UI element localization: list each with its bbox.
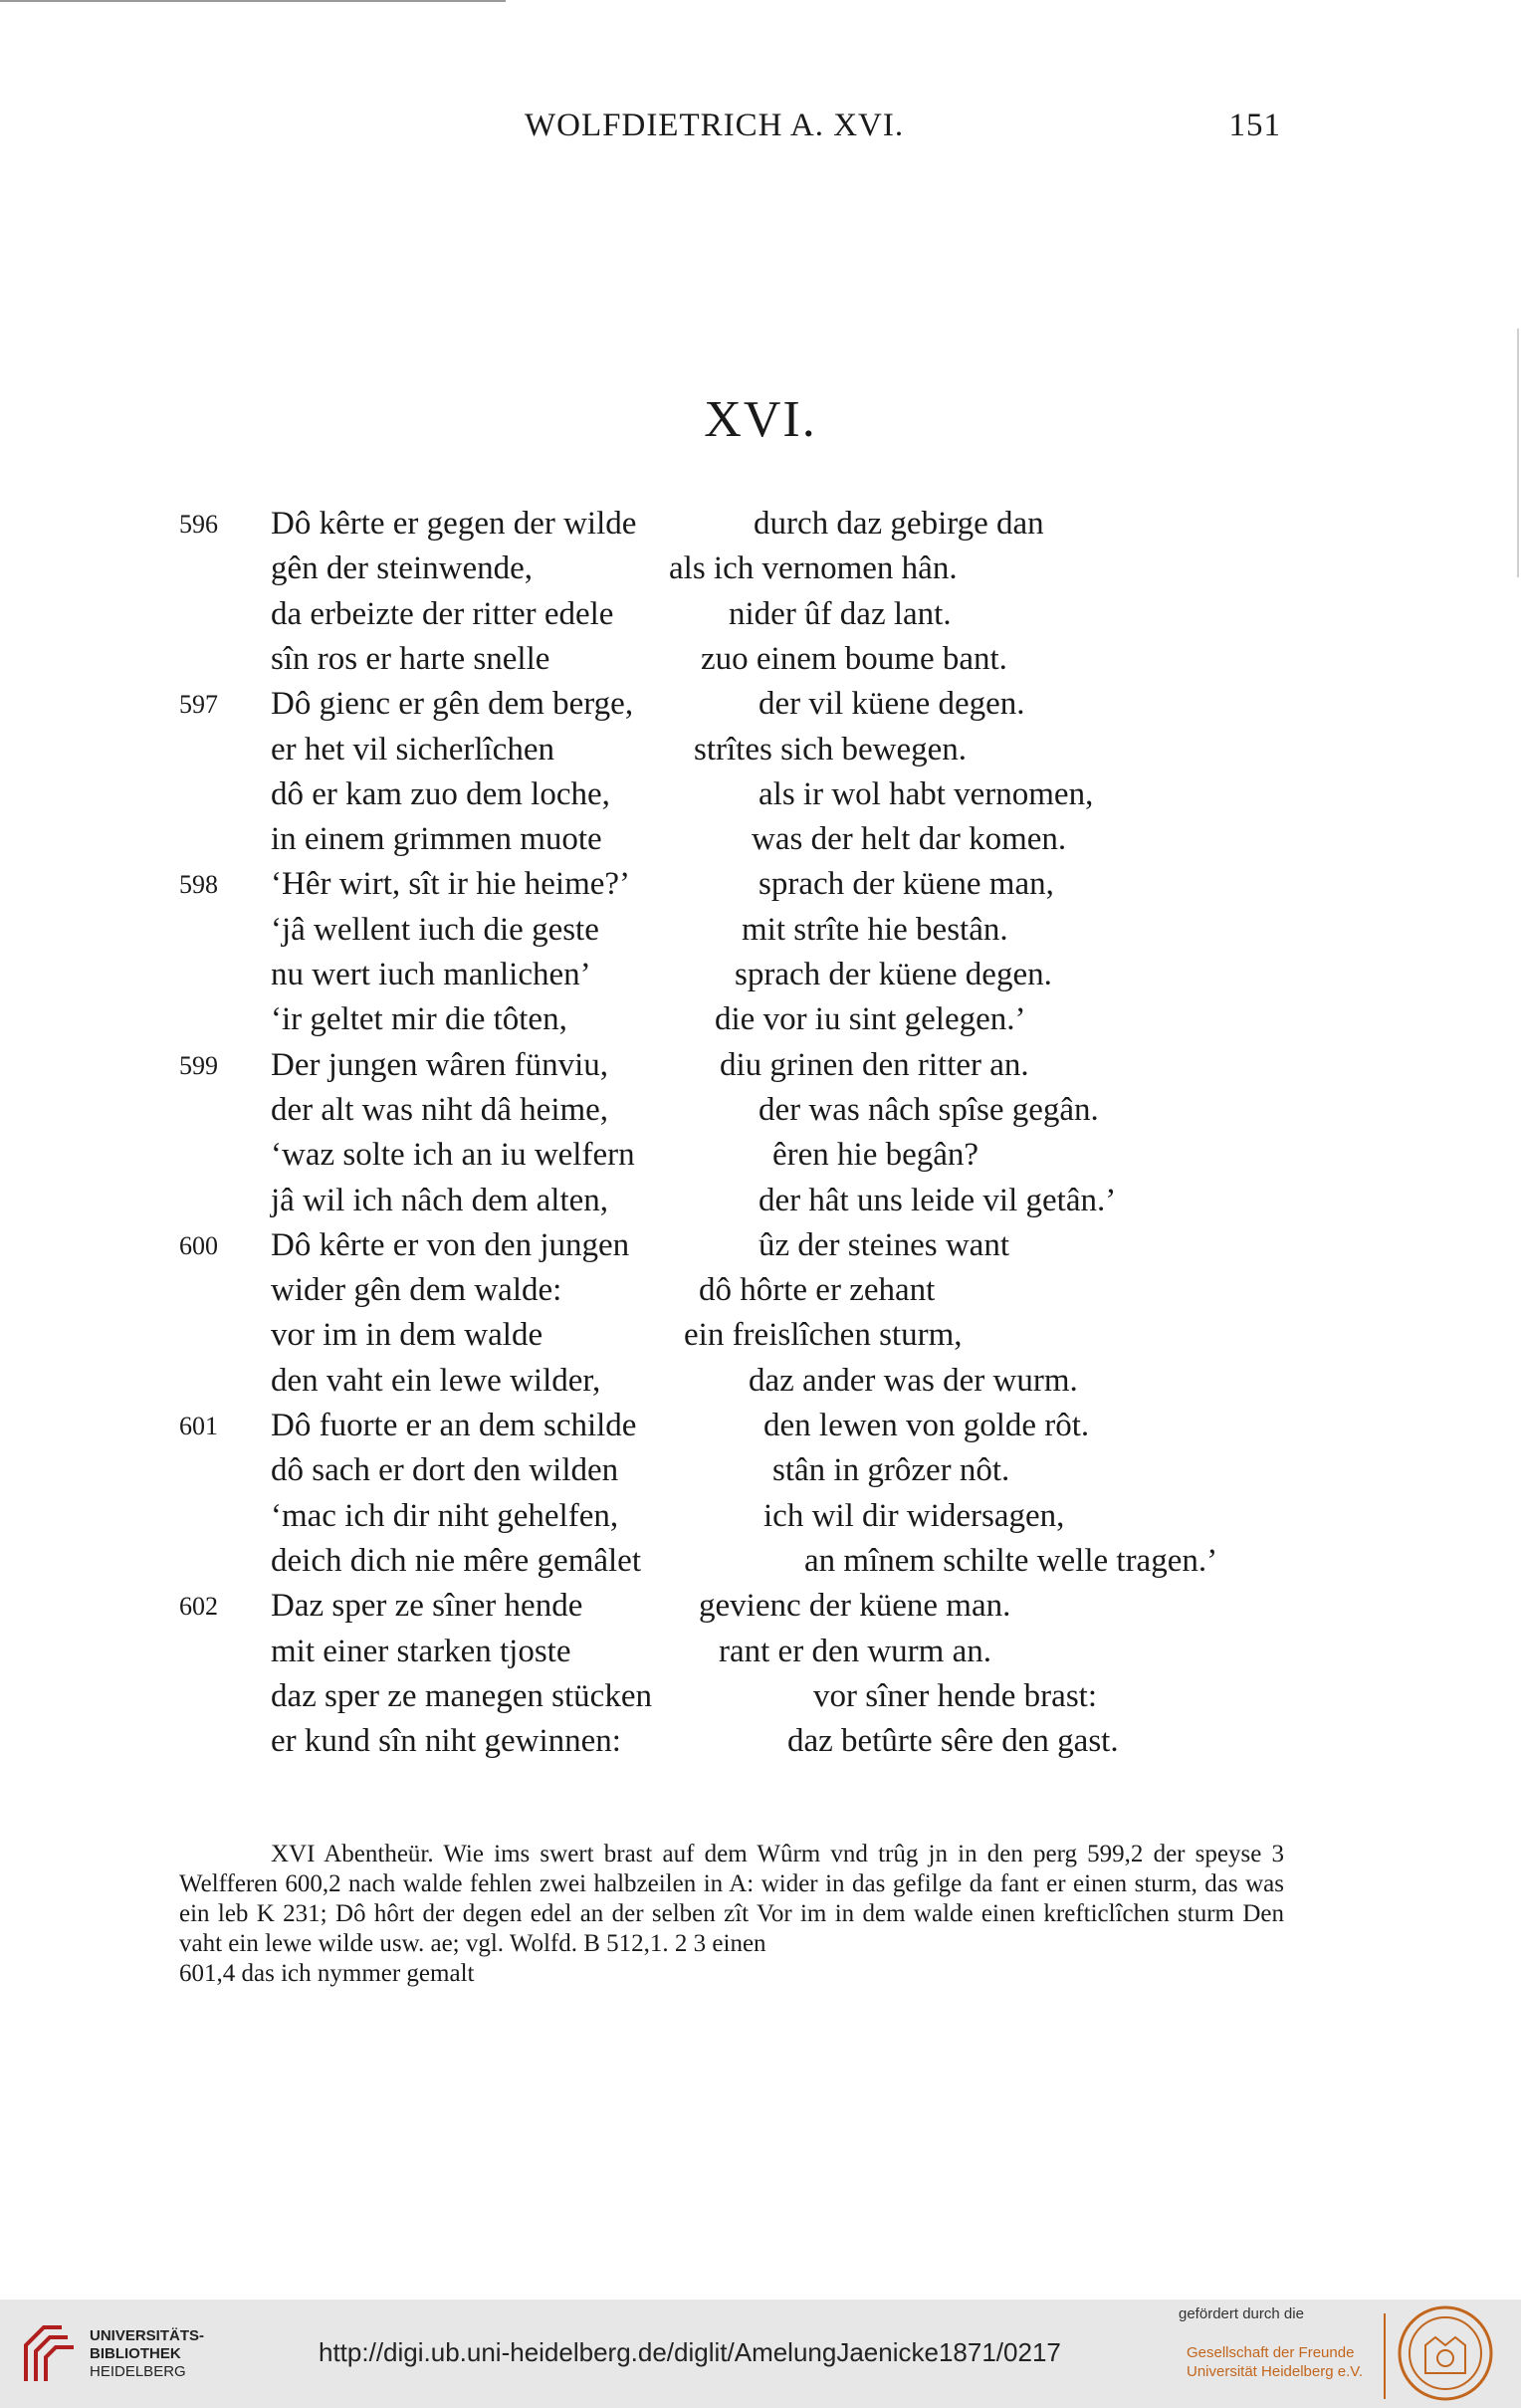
verse-line bbox=[0, 908, 1294, 953]
verse-line bbox=[0, 547, 1294, 591]
library-name-line1: UNIVERSITÄTS- bbox=[90, 2327, 205, 2344]
half-line-a: Dô fuorte er an dem schilde bbox=[271, 1408, 637, 1443]
digitization-footer bbox=[0, 2299, 1521, 2408]
permalink[interactable]: http://digi.ub.uni-heidelberg.de/diglit/AmelungJaenicke1871/0217 bbox=[319, 2337, 1061, 2367]
half-line-a: deich dich nie mêre gemâlet bbox=[271, 1542, 641, 1579]
half-line-b: zuo einem boume bant. bbox=[701, 640, 1007, 677]
verse-line bbox=[0, 817, 1294, 862]
half-line-a: gên der steinwende, bbox=[271, 550, 533, 587]
verse-line bbox=[0, 682, 1294, 727]
half-line-b: der was nâch spîse gegân. bbox=[759, 1091, 1099, 1128]
verse-line bbox=[0, 862, 1294, 907]
half-line-a: vor im in dem walde bbox=[271, 1317, 543, 1354]
library-name-line3: HEIDELBERG bbox=[90, 2363, 186, 2380]
verse-line bbox=[0, 1630, 1294, 1674]
half-line-b: êren hie begân? bbox=[772, 1137, 979, 1174]
half-line-a: er het vil sicherlîchen bbox=[271, 731, 554, 767]
critical-apparatus bbox=[179, 1840, 1284, 1989]
verse-line bbox=[0, 772, 1294, 817]
library-name bbox=[90, 2327, 204, 2381]
sponsor-name bbox=[1187, 2343, 1363, 2381]
half-line-b: sprach der küene degen. bbox=[735, 957, 1052, 992]
library-logo-icon bbox=[18, 2319, 80, 2389]
strophe-number: 596 bbox=[179, 510, 218, 539]
strophe-number: 597 bbox=[179, 690, 218, 720]
half-line-b: die vor iu sint gelegen.’ bbox=[715, 1001, 1026, 1038]
verse-line bbox=[0, 1404, 1294, 1448]
half-line-b: an mînem schilte welle tragen.’ bbox=[804, 1542, 1218, 1579]
half-line-a: Dô kêrte er von den jungen bbox=[271, 1226, 630, 1263]
half-line-a: ‘Hêr wirt, sît ir hie heime?’ bbox=[271, 866, 631, 903]
half-line-a: der alt was niht dâ heime, bbox=[271, 1091, 609, 1128]
scan-edge-line bbox=[1517, 328, 1519, 577]
half-line-b: dô hôrte er zehant bbox=[699, 1272, 936, 1309]
half-line-b: sprach der küene man, bbox=[759, 866, 1054, 903]
verse-line bbox=[0, 1268, 1294, 1313]
verse-line bbox=[0, 1223, 1294, 1268]
half-line-b: vor sîner hende brast: bbox=[813, 1677, 1097, 1714]
library-name-line2: BIBLIOTHEK bbox=[90, 2345, 181, 2362]
verse-line bbox=[0, 1539, 1294, 1584]
strophe-number: 602 bbox=[179, 1592, 218, 1622]
chapter-heading: XVI. bbox=[704, 391, 817, 448]
half-line-b: der vil küene degen. bbox=[759, 686, 1025, 723]
apparatus-last-line: 601,4 das ich nymmer gemalt bbox=[179, 1960, 475, 1987]
verse-line bbox=[0, 1494, 1294, 1539]
half-line-b: gevienc der küene man. bbox=[699, 1588, 1011, 1625]
half-line-b: mit strîte hie bestân. bbox=[742, 911, 1008, 948]
university-seal-icon bbox=[1396, 2303, 1495, 2403]
half-line-a: daz sper ze manegen stücken bbox=[271, 1677, 652, 1714]
verse-line bbox=[0, 1674, 1294, 1719]
half-line-a: dô sach er dort den wilden bbox=[271, 1452, 619, 1489]
verse-line bbox=[0, 1088, 1294, 1133]
verse-line bbox=[0, 997, 1294, 1042]
half-line-b: ein freislîchen sturm, bbox=[684, 1317, 963, 1354]
running-header bbox=[179, 108, 1289, 157]
half-line-b: stân in grôzer nôt. bbox=[772, 1452, 1010, 1489]
verse-line bbox=[0, 592, 1294, 637]
half-line-b: als ir wol habt vernomen, bbox=[759, 775, 1094, 812]
half-line-a: Dô gienc er gên dem berge, bbox=[271, 686, 634, 723]
verse-line bbox=[0, 728, 1294, 772]
top-rule bbox=[0, 0, 506, 2]
half-line-b: daz ander was der wurm. bbox=[749, 1362, 1078, 1399]
half-line-b: durch daz gebirge dan bbox=[754, 506, 1044, 542]
half-line-a: Dô kêrte er gegen der wilde bbox=[271, 506, 637, 542]
half-line-a: in einem grimmen muote bbox=[271, 821, 602, 858]
half-line-b: den lewen von golde rôt. bbox=[763, 1408, 1090, 1443]
half-line-a: er kund sîn niht gewinnen: bbox=[271, 1723, 621, 1760]
half-line-b: nider ûf daz lant. bbox=[729, 595, 952, 632]
half-line-a: wider gên dem walde: bbox=[271, 1272, 562, 1309]
half-line-a: da erbeizte der ritter edele bbox=[271, 595, 614, 632]
half-line-a: ‘jâ wellent iuch die geste bbox=[271, 911, 599, 948]
half-line-b: daz betûrte sêre den gast. bbox=[787, 1723, 1119, 1760]
half-line-b: als ich vernomen hân. bbox=[669, 550, 958, 587]
half-line-a: jâ wil ich nâch dem alten, bbox=[271, 1182, 609, 1218]
running-title: WOLFDIETRICH A. XVI. bbox=[525, 108, 905, 143]
verse-line bbox=[0, 1359, 1294, 1404]
half-line-b: der hât uns leide vil getân.’ bbox=[759, 1182, 1117, 1218]
verse-line bbox=[0, 1043, 1294, 1088]
page-number: 151 bbox=[1228, 108, 1281, 143]
strophe-number: 599 bbox=[179, 1050, 218, 1080]
half-line-a: ‘mac ich dir niht gehelfen, bbox=[271, 1497, 619, 1534]
half-line-b: rant er den wurm an. bbox=[719, 1633, 991, 1669]
verse-line bbox=[0, 1179, 1294, 1223]
verse-line bbox=[0, 1584, 1294, 1629]
sponsor-label: gefördert durch die bbox=[1179, 2305, 1304, 2322]
half-line-a: Der jungen wâren fünviu, bbox=[271, 1046, 609, 1083]
strophe-number: 601 bbox=[179, 1412, 218, 1440]
half-line-a: dô er kam zuo dem loche, bbox=[271, 775, 610, 812]
verse-line bbox=[0, 1448, 1294, 1493]
half-line-b: diu grinen den ritter an. bbox=[720, 1046, 1029, 1083]
verse-line bbox=[0, 953, 1294, 997]
half-line-a: mit einer starken tjoste bbox=[271, 1633, 571, 1669]
apparatus-paragraph: XVI Abentheür. Wie ims swert brast auf dem Wûrm vnd trûg jn in den perg 599,2 der speyse 3 Welfferen 600,2 nach walde fehlen zwei halbzeilen in A: wider in das gefilge da fant er einen sturm, das was ein leb K 231; Dô hôrt der degen edel an der selben zît Vor im in dem walde einen krefticlîchen sturm Den vaht ein lewe wilde usw. ae; vgl. Wolfd. B 512,1. 2 3 einen bbox=[179, 1841, 1284, 1957]
half-line-a: ‘waz solte ich an iu welfern bbox=[271, 1137, 635, 1174]
strophe-number: 600 bbox=[179, 1230, 218, 1260]
half-line-b: ich wil dir widersagen, bbox=[763, 1497, 1065, 1534]
verse-line bbox=[0, 502, 1294, 547]
half-line-b: strîtes sich bewegen. bbox=[694, 731, 968, 767]
verse-line bbox=[0, 1313, 1294, 1358]
half-line-b: was der helt dar komen. bbox=[752, 821, 1067, 858]
verse-line bbox=[0, 637, 1294, 682]
half-line-a: nu wert iuch manlichen’ bbox=[271, 957, 591, 992]
half-line-a: den vaht ein lewe wilder, bbox=[271, 1362, 601, 1399]
verse-line bbox=[0, 1719, 1294, 1764]
sponsor-line1: Gesellschaft der Freunde bbox=[1187, 2344, 1355, 2361]
half-line-a: ‘ir geltet mir die tôten, bbox=[271, 1001, 567, 1038]
verse-line bbox=[0, 1133, 1294, 1178]
half-line-a: Daz sper ze sîner hende bbox=[271, 1588, 583, 1625]
half-line-b: ûz der steines want bbox=[759, 1226, 1009, 1263]
half-line-a: sîn ros er harte snelle bbox=[271, 640, 550, 677]
strophe-number: 598 bbox=[179, 870, 218, 900]
sponsor-line2: Universität Heidelberg e.V. bbox=[1187, 2363, 1364, 2380]
footer-divider bbox=[1384, 2313, 1386, 2399]
